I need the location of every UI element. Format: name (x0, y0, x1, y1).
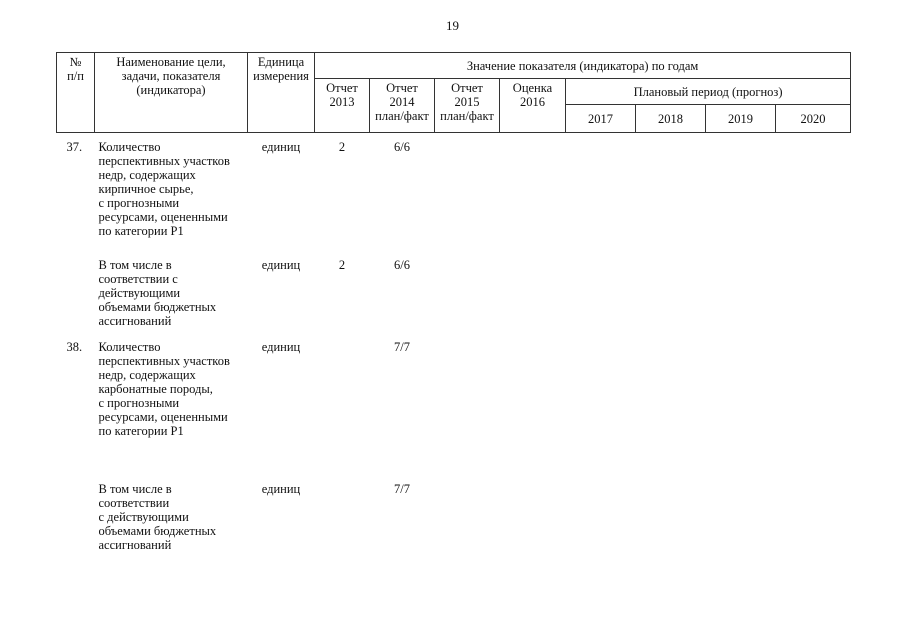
row-value-2020 (776, 438, 851, 552)
page-number: 19 (446, 18, 459, 33)
row-value-2018 (636, 438, 706, 552)
row-value-2019 (706, 238, 776, 328)
row-value-2017 (566, 438, 636, 552)
indicators-table (56, 52, 851, 552)
table-row (57, 238, 851, 328)
row-indicator-name: В том числе в соответствии с действующими объемами бюджетных ассигнований (98, 258, 217, 328)
row-value-2013: 2 (338, 258, 346, 272)
row-value-2014: 6/6 (394, 258, 410, 272)
header-report-2015: Отчет 2015 план/факт (435, 79, 500, 133)
row-unit: единиц (261, 258, 301, 272)
header-year-2017: 2017 (566, 105, 636, 133)
row-value-2013: 2 (338, 140, 346, 154)
table-row (57, 438, 851, 552)
header-num: № п/п (57, 53, 95, 133)
table-body (57, 133, 851, 553)
header-estimate-2016: Оценка 2016 (500, 79, 566, 133)
header-report-2014: Отчет 2014 план/факт (370, 79, 435, 133)
row-indicator-name: Количество перспективных участков недр, содержащих карбонатные породы, с прогнозными ресурсами, оцененными по категории Р1 (98, 340, 230, 438)
row-value-2015 (435, 438, 500, 552)
row-value-2015 (435, 328, 500, 438)
header-year-2020: 2020 (776, 105, 851, 133)
row-value-2020 (776, 133, 851, 239)
header-values-by-year: Значение показателя (индикатора) по годам (315, 53, 851, 79)
header-planned-period: Плановый период (прогноз) (566, 79, 851, 105)
row-indicator-name: Количество перспективных участков недр, содержащих кирпичное сырье, с прогнозными ресурсами, оцененными по категории Р1 (98, 140, 230, 238)
row-value-2020 (776, 238, 851, 328)
header-year-2018: 2018 (636, 105, 706, 133)
row-value-2013 (315, 328, 370, 438)
row-value-2020 (776, 328, 851, 438)
table-row (57, 328, 851, 438)
row-number (57, 438, 95, 552)
row-value-2019 (706, 438, 776, 552)
row-value-2018 (636, 238, 706, 328)
header-report-2013: Отчет 2013 (315, 79, 370, 133)
row-unit: единиц (261, 140, 301, 154)
row-value-2016 (500, 328, 566, 438)
row-value-2014: 7/7 (394, 340, 410, 354)
row-value-2019 (706, 133, 776, 239)
row-value-2018 (636, 328, 706, 438)
table-header (57, 53, 851, 133)
row-value-2016 (500, 133, 566, 239)
row-value-2017 (566, 238, 636, 328)
row-value-2017 (566, 328, 636, 438)
row-value-2014: 7/7 (394, 482, 410, 496)
row-value-2016 (500, 238, 566, 328)
row-number: 38. (66, 340, 83, 354)
table-row (57, 133, 851, 239)
row-value-2015 (435, 238, 500, 328)
header-unit: Единица измерения (248, 53, 315, 133)
row-value-2017 (566, 133, 636, 239)
row-indicator-name: В том числе в соответствии с действующими объемами бюджетных ассигнований (98, 482, 217, 552)
row-value-2015 (435, 133, 500, 239)
row-value-2018 (636, 133, 706, 239)
row-number: 37. (66, 140, 83, 154)
row-value-2016 (500, 438, 566, 552)
row-number (57, 238, 95, 328)
row-unit: единиц (261, 482, 301, 496)
row-value-2013 (315, 438, 370, 552)
header-year-2019: 2019 (706, 105, 776, 133)
row-unit: единиц (261, 340, 301, 354)
header-name: Наименование цели, задачи, показателя (индикатора) (95, 53, 248, 133)
row-value-2019 (706, 328, 776, 438)
row-value-2014: 6/6 (394, 140, 410, 154)
